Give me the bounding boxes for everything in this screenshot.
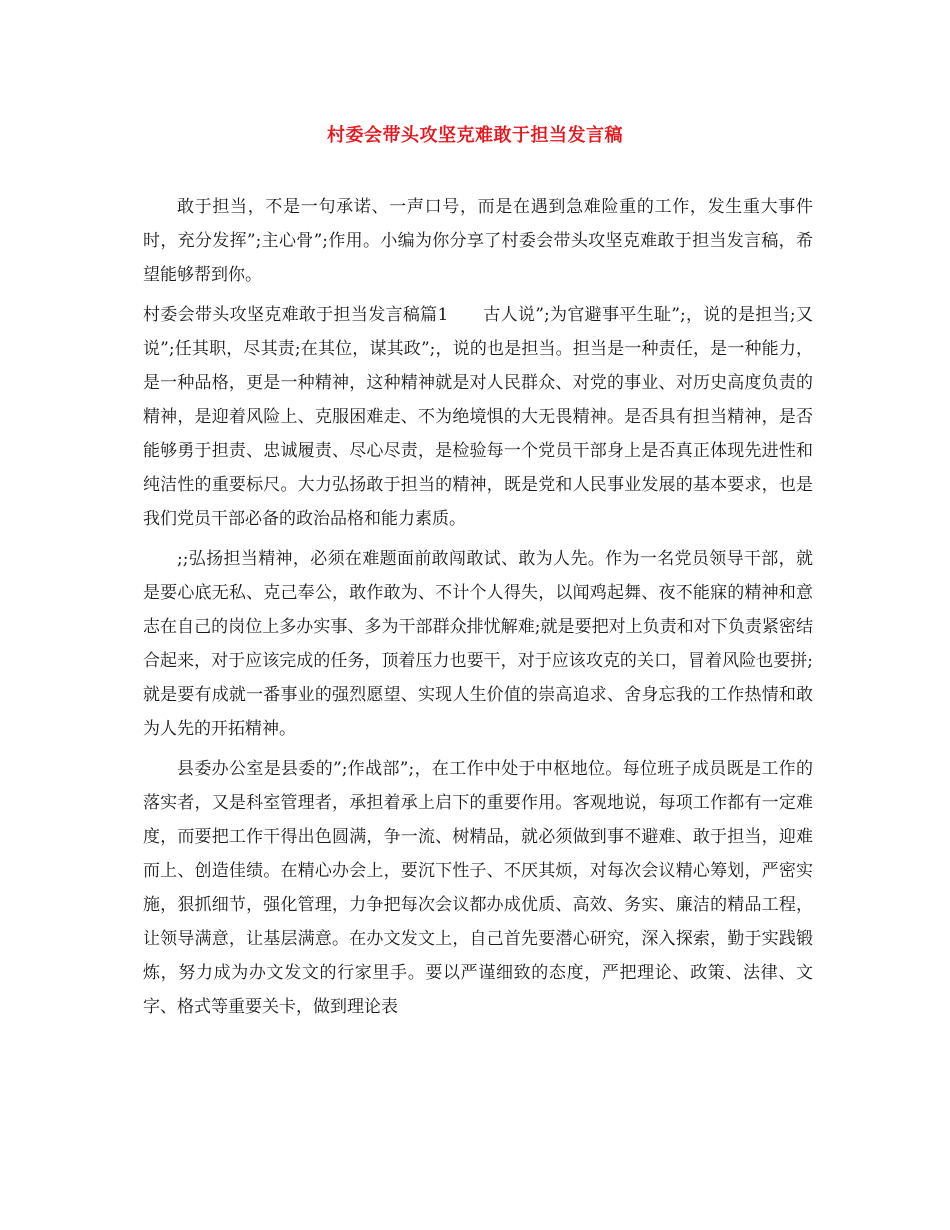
paragraph-office: 县委办公室是县委的”;作战部”;，在工作中处于中枢地位。每位班子成员既是工作的落实者，又是科室管理者，承担着承上启下的重要作用。客观地说，每项工作都有一定难度，而要把工作干得出色圆满，争一流、树精品，就必须做到事不避难、敢于担当，迎难而上、创造佳绩。在精心办会上，要沉下性子、不厌其烦，对每次会议精心筹划，严密实施，狠抓细节，强化管理，力争把每次会议都办成优质、高效、务实、廉洁的精品工程，让领导满意，让基层满意。在办文发文上，自己首先要潜心研究，深入探索，勤于实践锻炼，努力成为办文发文的行家里手。要以严谨细致的态度，严把理论、政策、法律、文字、格式等重要关卡，做到理论表 xyxy=(143,759,813,1017)
document-title: 村委会带头攻坚克难敢于担当发言稿 xyxy=(327,125,623,146)
paragraph-spirit: ;;弘扬担当精神，必须在难题面前敢闯敢试、敢为人先。作为一名党员领导干部，就是要心底无私、克己奉公，敢作敢为、不计个人得失，以闻鸡起舞、夜不能寐的精神和意志在自己的岗位上多办实事、多为干部群众排忧解难;就是要把对上负责和对下负责紧密结合起来，对于应该完成的任务，顶着压力也要干，对于应该攻克的关口，冒着风险也要拼;就是要有成就一番事业的强烈愿望、实现人生价值的崇高追求、舍身忘我的工作热情和敢为人先的开拓精神。 xyxy=(143,549,813,739)
paragraph-intro: 敢于担当，不是一句承诺、一声口号，而是在遇到急难险重的工作，发生重大事件时，充分发挥”;主心骨”;作用。小编为你分享了村委会带头攻坚克难敢于担当发言稿，希望能够帮到你。 xyxy=(143,197,813,285)
document-body xyxy=(143,190,813,1024)
paragraph-section-1: 村委会带头攻坚克难敢于担当发言稿篇1 古人说”;为官避事平生耻”;，说的是担当;又说”;任其职，尽其责;在其位，谋其政”;，说的也是担当。担当是一种责任，是一种能力，是一种品格，更是一种精神，这种精神就是对人民群众、对党的事业、对历史高度负责的精神，是迎着风险上、克服困难走、不为绝境惧的大无畏精神。是否具有担当精神，是否能够勇于担责、忠诚履责、尽心尽责，是检验每一个党员干部身上是否真正体现先进性和纯洁性的重要标尺。大力弘扬敢于担当的精神，既是党和人民事业发展的基本要求，也是我们党员干部必备的政治品格和能力素质。 xyxy=(143,305,813,529)
